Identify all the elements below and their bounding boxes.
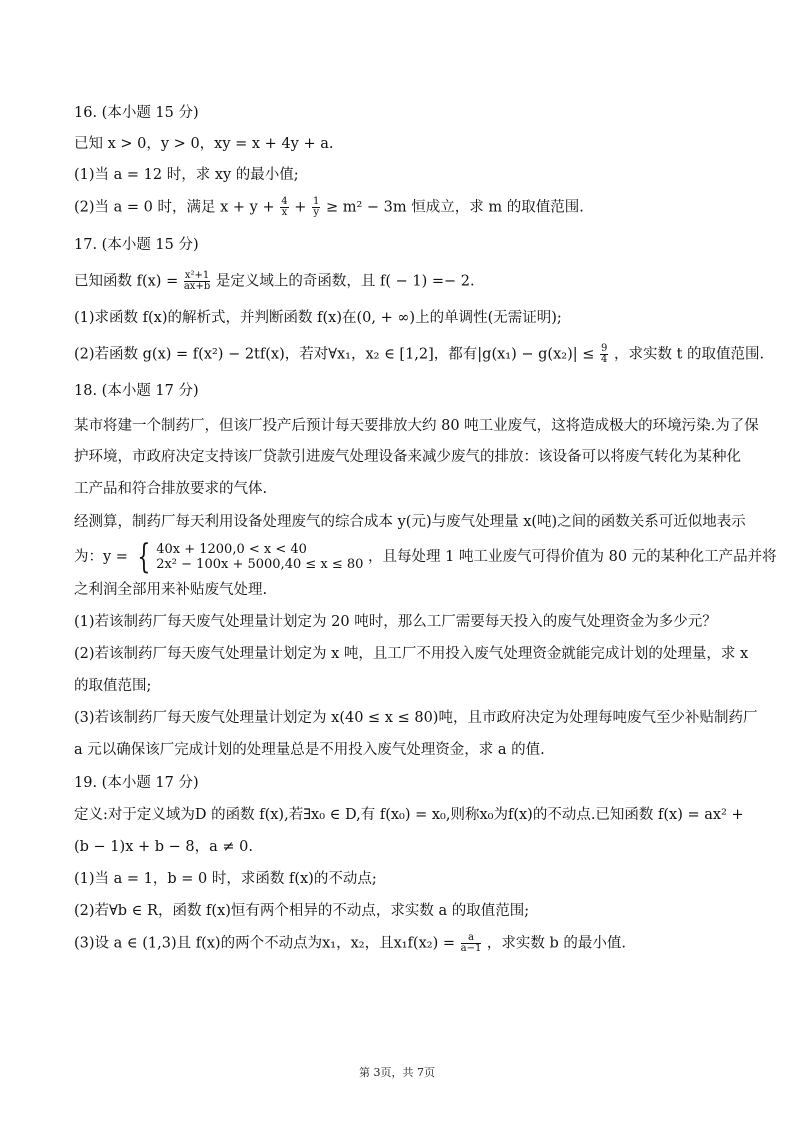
problem-18-part-3-cont: a 元以确保该厂完成计划的处理量总是不用投入废气处理资金，求 a 的值. (74, 742, 545, 758)
fraction-denominator: ax+b (183, 281, 211, 292)
problem-19-part-3 (74, 933, 626, 954)
fraction-denominator: a−1 (460, 943, 482, 954)
fraction-numerator: a (461, 933, 482, 944)
problem-18-text-line: 护环境，市政府决定支持该厂贷款引进废气处理设备来减少废气的排放：该设备可以将废气转化为某种化 (74, 449, 741, 465)
text-segment: + (294, 199, 307, 216)
problem-19-text-line: 定义:对于定义域为D 的函数 f(x),若∃x₀ ∈ D,有 f(x₀) = x₀,则称x₀为f(x)的不动点.已知函数 f(x) = ax² + (74, 807, 744, 823)
problem-16-heading: 16. (本小题 15 分) (74, 105, 199, 121)
fraction-numerator: 1 (312, 196, 320, 207)
fraction-denominator: y (313, 207, 319, 218)
problem-18-text-line: 经测算，制药厂每天利用设备处理废气的综合成本 y(元)与废气处理量 x(吨)之间的函数关系可近似地表示 (74, 514, 746, 530)
fraction-4-over-x (280, 197, 288, 218)
text-segment: ，求实数 b 的最小值. (486, 935, 627, 952)
fraction-numerator: 4 (281, 196, 288, 207)
problem-19-part-1: (1)当 a = 1，b = 0 时，求函数 f(x)的不动点; (74, 871, 377, 887)
fraction-numerator: 9 (600, 343, 608, 354)
piecewise-function (133, 537, 364, 577)
fraction-9-over-4 (600, 344, 608, 365)
fraction-denominator: 4 (600, 354, 608, 365)
piecewise-cases (156, 542, 363, 572)
problem-18-part-2-cont: 的取值范围; (74, 678, 152, 694)
problem-19-text-line: (b − 1)x + b − 8，a ≠ 0. (74, 839, 253, 855)
page-footer: 第 3页，共 7页 (359, 1066, 435, 1079)
problem-17-part-1: (1)求函数 f(x)的解析式，并判断函数 f(x)在(0, + ∞)上的单调性(无需证明); (74, 310, 562, 326)
case-line: 2x² − 100x + 5000,40 ≤ x ≤ 80 (156, 557, 364, 572)
text-segment: ，求实数 t 的取值范围. (613, 346, 765, 363)
text-segment: 是定义域上的奇函数，且 f( − 1) =− 2. (215, 273, 475, 290)
problem-17-heading: 17. (本小题 15 分) (74, 237, 199, 253)
text-segment: 已知函数 f(x) = (74, 273, 179, 290)
problem-19-heading: 19. (本小题 17 分) (74, 775, 199, 791)
problem-16-part-2 (74, 197, 584, 218)
text-segment: ，且每处理 1 吨工业废气可得价值为 80 元的某种化工产品并将 (368, 549, 777, 565)
fraction-1-over-y (312, 197, 320, 218)
problem-16-part-1: (1)当 a = 12 时，求 xy 的最小值; (74, 167, 299, 183)
fraction-numerator: x²+1 (184, 270, 210, 281)
case-line: 40x + 1200,0 < x < 40 (156, 542, 307, 557)
problem-18-heading: 18. (本小题 17 分) (74, 383, 199, 399)
problem-18-piecewise-line (74, 537, 777, 577)
fraction-function-def (184, 271, 210, 292)
text-segment: (3)设 a ∈ (1,3)且 f(x)的两个不动点为x₁，x₂，且x₁f(x₂) = (74, 935, 455, 952)
text-segment: (2)若函数 g(x) = f(x²) − 2tf(x)，若对∀x₁，x₂ ∈ [1,2]，都有|g(x₁) − g(x₂)| ≤ (74, 346, 595, 363)
problem-16-statement: 已知 x > 0，y > 0，xy = x + 4y + a. (74, 136, 334, 152)
problem-19-part-2: (2)若∀b ∈ R，函数 f(x)恒有两个相异的不动点，求实数 a 的取值范围; (74, 903, 530, 919)
problem-18-text-line: 之利润全部用来补贴废气处理. (74, 582, 268, 598)
problem-18-part-1: (1)若该制药厂每天废气处理量计划定为 20 吨时，那么工厂需要每天投入的废气处理资金为多少元？ (74, 614, 717, 630)
text-segment: ≥ m² − 3m 恒成立，求 m 的取值范围. (325, 199, 584, 216)
text-segment: 为：y = (74, 549, 128, 565)
problem-18-part-2: (2)若该制药厂每天废气处理量计划定为 x 吨，且工厂不用投入废气处理资金就能完成计划的处理量，求 x (74, 646, 749, 662)
fraction-denominator: x (281, 207, 288, 218)
problem-17-statement (74, 271, 475, 292)
fraction-a-over-a-minus-1 (461, 933, 482, 954)
problem-18-text-line: 某市将建一个制药厂，但该厂投产后预计每天要排放大约 80 吨工业废气，这将造成极大的环境污染.为了保 (74, 418, 759, 434)
text-segment: (2)当 a = 0 时，满足 x + y + (74, 199, 275, 216)
problem-18-part-3: (3)若该制药厂每天废气处理量计划定为 x(40 ≤ x ≤ 80)吨，且市政府决定为处理每吨废气至少补贴制药厂 (74, 710, 758, 726)
problem-17-part-2 (74, 344, 764, 365)
problem-18-text-line: 工产品和符合排放要求的气体. (74, 481, 268, 497)
brace-symbol: { (136, 537, 150, 577)
